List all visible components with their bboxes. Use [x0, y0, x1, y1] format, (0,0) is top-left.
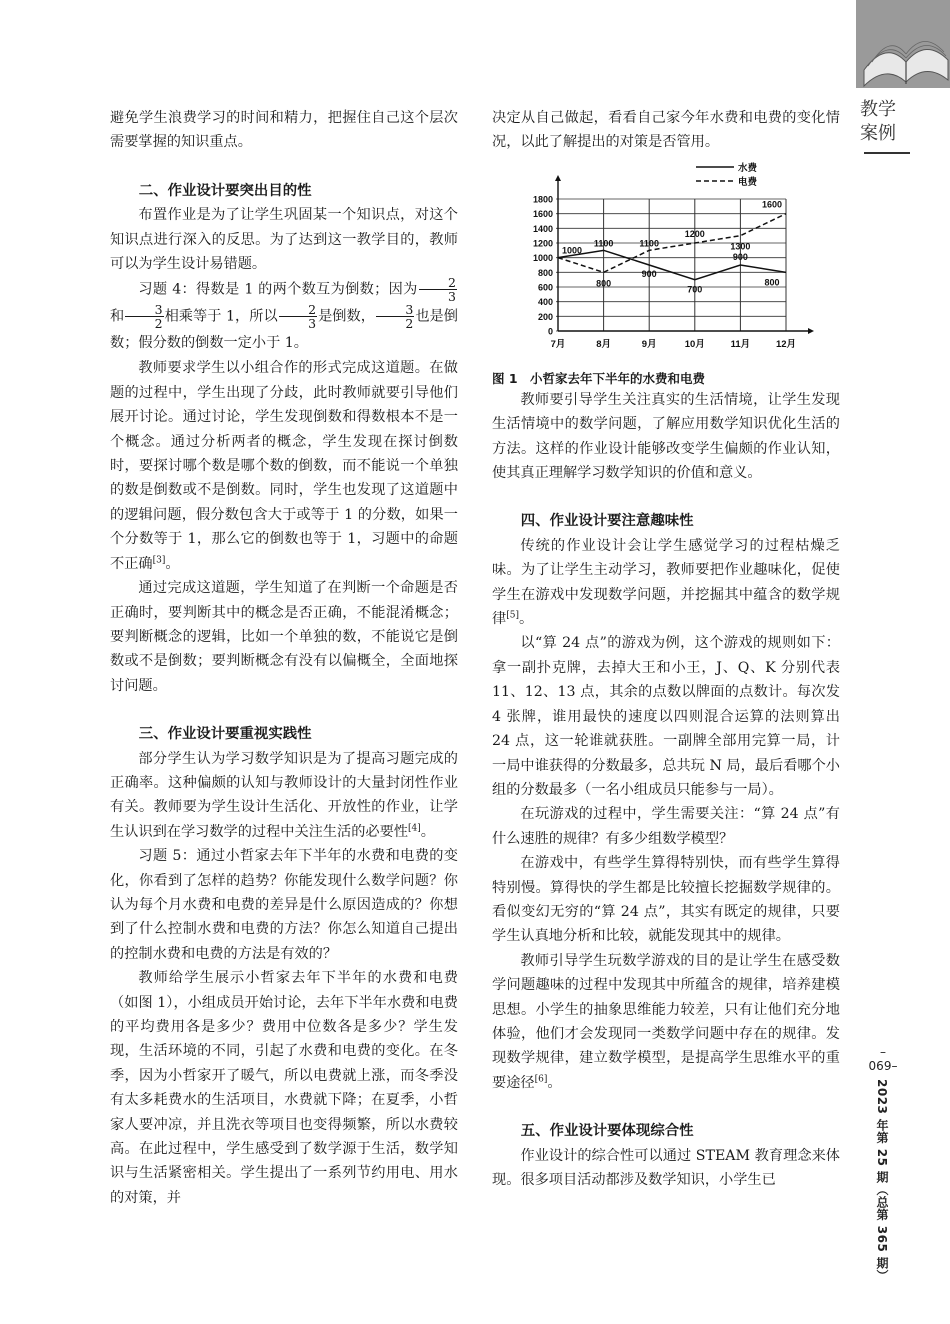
paragraph: 以“算 24 点”的游戏为例，这个游戏的规则如下：拿一副扑克牌，去掉大王和小王，J、Q、K 分别代表 11、12、13 点，其余的点数以牌面的点数计。每次发 4 张牌，谁用最快的速度以四则混合运算的法则算出 24 点，这一轮谁就获胜。一副牌全部用完算一局，计一局中谁获得的分数最多，总共玩 N 局，最后看哪个小组的分数最多（一名小组成员只能参与一局）。: [492, 635, 840, 798]
exercise-4-text: 相乘等于 1，所以: [164, 308, 278, 325]
exercise-4-text: 是倒数，: [318, 308, 375, 325]
issue-info: 2023 年第 25 期（总第 365 期）: [875, 1079, 889, 1283]
data-label: 800: [764, 277, 780, 288]
exercise-4-text: 和: [110, 308, 125, 325]
paragraph: [492, 949, 840, 1095]
section-heading-5: 五、作业设计要体现综合性: [520, 1123, 694, 1140]
section-heading-2: 二、作业设计要突出目的性: [138, 182, 312, 199]
legend-label: 水费: [738, 162, 758, 174]
fraction-2-3: [279, 303, 317, 330]
y-tick-label: 1200: [532, 238, 553, 249]
data-label: 1300: [730, 241, 751, 252]
paragraph: 布置作业是为了让学生巩固某一个知识点，对这个知识点进行深入的反思。为了达到这一教学目的，教师可以为学生设计易错题。: [110, 207, 458, 273]
section-title-rule: [864, 152, 910, 154]
data-label: 1100: [593, 238, 614, 249]
y-tick-label: 800: [537, 267, 553, 278]
fraction-denominator: 2: [154, 316, 163, 332]
x-tick-label: 8月: [596, 338, 611, 350]
paragraph-text: 。: [165, 555, 180, 572]
fraction-3-2: [376, 303, 414, 330]
fraction-denominator: 3: [448, 289, 456, 305]
paragraph: 教师给学生展示小哲家去年下半年的水费和电费（如图 1），小组成员开始讨论，去年下半年水费和电费的平均费用各是多少？费用中位数各是多少？学生发现，生活环境的不同，引起了水费和电费的变化。在冬季，因为小哲家开了暖气，所以电费就上涨，而冬季没有太多耗费水的生活项目，水费就下降；在夏季，小哲家人要冲凉，并且洗衣等项目也变得频繁，所以水费较高。在此过程中，学生感受到了数学源于生活，数学知识与生活紧密相关。学生提出了一系列节约用电、用水的对策，并: [110, 970, 458, 1206]
fraction-2-3: [419, 276, 457, 303]
data-label: 1100: [639, 238, 659, 249]
line-chart: [516, 157, 816, 367]
section-heading-3: 三、作业设计要重视实践性: [138, 726, 312, 743]
paragraph: 教师要引导学生关注真实的生活情境，让学生发现生活情境中的数学问题，了解应用数学知识优化生活的方法。这样的作业设计能够改变学生偏颇的作业认知，使其真正理解学习数学知识的价值和意义。: [492, 391, 840, 482]
fraction-numerator: 2: [279, 303, 317, 317]
fraction-3-2: [125, 303, 163, 330]
x-axis-arrow: [808, 328, 814, 334]
fraction-numerator: 3: [125, 303, 163, 317]
book-logo-image: [856, 0, 950, 88]
figure-1-chart: [516, 157, 816, 382]
fraction-denominator: 2: [405, 316, 414, 332]
paragraph: [110, 747, 458, 845]
paragraph: 避免学生浪费学习的时间和精力，把握住自己这个层次需要掌握的知识重点。: [110, 110, 458, 151]
exercise-4: [110, 276, 458, 356]
y-tick-label: 400: [537, 296, 553, 307]
right-column: [492, 106, 840, 1192]
paragraph: 作业设计的综合性可以通过 STEAM 教育理念来体现。很多项目活动都涉及数学知识，小学生已: [492, 1147, 840, 1188]
paragraph-text: 。: [420, 823, 435, 840]
section-title-line1: 教学: [860, 99, 896, 120]
x-tick-label: 10月: [684, 338, 705, 350]
page-number: –069–: [868, 1045, 898, 1073]
y-axis-arrow: [555, 175, 561, 181]
exercise-4-text: 也是倒数；假分数的倒数一定小于 1。: [110, 308, 458, 352]
paragraph-text: 教师要求学生以小组合作的形式完成这道题。在做题的过程中，学生出现了分歧，此时教师就要引导他们展开讨论。通过讨论，学生发现倒数和得数根本不是一个概念。通过分析两者的概念，学生发现在探讨倒数时，要探讨哪个数是哪个数的倒数，而不能说一个单独的数是倒数或不是倒数。同时，学生也发现了这道题中的逻辑问题，假分数包含大于或等于 1 的分数，如果一个分数等于 1，那么它的倒数也等于 1，习题中的命题不正确: [110, 360, 458, 572]
paragraph-text: 。: [518, 611, 534, 628]
x-tick-label: 9月: [641, 338, 657, 350]
paragraph-text: 。: [547, 1074, 562, 1091]
exercise-4-text: 习题 4：得数是 1 的两个数互为倒数；因为: [138, 281, 418, 298]
y-tick-label: 1000: [532, 252, 553, 263]
figure-caption: 图 1 小哲家去年下半年的水费和电费: [492, 370, 706, 386]
fraction-numerator: 3: [376, 303, 414, 317]
legend-label: 电费: [738, 176, 758, 188]
paragraph-text: 传统的作业设计会让学生感觉学习的过程枯燥乏味。为了让学生主动学习，教师要把作业趣味化，促使学生在游戏中发现数学问题，并挖掘其中蕴含的数学规律: [492, 537, 840, 628]
section-title-line2: 案例: [860, 123, 896, 144]
y-tick-label: 1400: [532, 223, 553, 234]
paragraph: 决定从自己做起，看看自己家今年水费和电费的变化情况，以此了解提出的对策是否管用。: [492, 110, 840, 151]
section-heading-4: 四、作业设计要注意趣味性: [520, 513, 694, 530]
exercise-5: 习题 5：通过小哲家去年下半年的水费和电费的变化，你看到了怎样的趋势？你能发现什么数学问题？你认为每个月水费和电费的差异是什么原因造成的？你想到了什么控制水费和电费的方法？你怎么知道自己提出的控制水费和电费的方法是有效的？: [110, 848, 458, 962]
left-column: [110, 106, 458, 1210]
paragraph: [110, 356, 458, 576]
y-tick-label: 600: [537, 282, 553, 293]
data-label: 1000: [561, 245, 583, 256]
y-tick-label: 0: [547, 326, 553, 337]
fraction-numerator: 2: [419, 276, 457, 290]
paragraph: 在玩游戏的过程中，学生需要关注：“算 24 点”有什么速胜的规律？有多少组数学模型？: [492, 806, 840, 847]
data-label: 900: [732, 251, 748, 262]
citation-6: [6]: [534, 1074, 548, 1085]
y-tick-label: 1600: [532, 208, 553, 219]
paragraph: [492, 534, 840, 632]
x-tick-label: 7月: [550, 338, 566, 350]
series-line-water: [558, 250, 786, 279]
data-label: 1600: [761, 199, 783, 210]
x-tick-label: 11月: [730, 338, 751, 350]
section-title: [860, 98, 910, 146]
citation-5: [5]: [506, 610, 519, 621]
data-label: 1200: [684, 228, 705, 239]
data-label: 700: [687, 284, 703, 295]
paragraph-text: 教师引导学生玩数学游戏的目的是让学生在感受数学问题趣味的过程中发现其中所蕴含的规律，培养建模思想。小学生的抽象思维能力较差，只有让他们充分地体验，他们才会发现同一类数学问题中存在的规律。发现数学规律，建立数学模型，是提高学生思维水平的重要途径: [492, 952, 840, 1091]
data-label: 800: [596, 278, 612, 289]
citation-4: [4]: [407, 823, 421, 834]
x-tick-label: 12月: [775, 338, 797, 350]
paragraph-text: 部分学生认为学习数学知识是为了提高习题完成的正确率。这种偏颇的认知与教师设计的大量封闭性作业有关。教师要为学生设计生活化、开放性的作业，让学生认识到在学习数学的过程中关注生活的必要性: [110, 750, 458, 840]
data-label: 900: [641, 268, 657, 279]
fraction-denominator: 3: [308, 316, 317, 332]
y-tick-label: 1800: [532, 194, 553, 205]
page-footer-vertical: [866, 1045, 900, 1285]
paragraph: 通过完成这道题，学生知道了在判断一个命题是否正确时，要判断其中的概念是否正确，不能混淆概念；要判断概念的逻辑，比如一个单独的数，不能说它是倒数或不是倒数；要判断概念有没有以偏概全，全面地探讨问题。: [110, 580, 458, 694]
y-tick-label: 200: [537, 311, 553, 322]
paragraph: 在游戏中，有些学生算得特别快，而有些学生算得特别慢。算得快的学生都是比较擅长挖掘数学规律的。看似变幻无穷的“算 24 点”，其实有既定的规律，只要学生认真地分析和比较，就能发现其中的规律。: [492, 855, 840, 945]
citation-3: [3]: [152, 554, 166, 565]
